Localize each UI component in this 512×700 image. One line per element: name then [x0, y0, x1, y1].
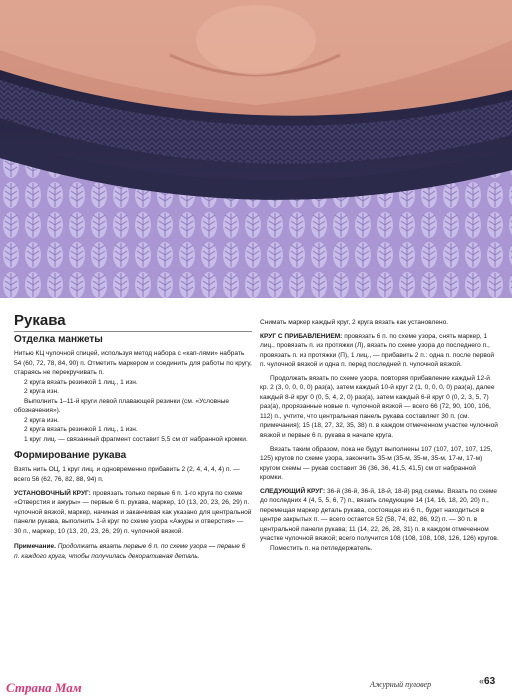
sleeve-paragraph: Взять нить ОЦ, 1 круг лиц. и одновременно прибавить 2 (2, 4, 4, 4, 4) п. — всего 56 (62, 76, 82, 88, 94) п. — [14, 466, 240, 484]
setup-round-lead: УСТАНОВОЧНЫЙ КРУГ: — [14, 489, 91, 497]
next-round-text: 36-й (36-й, 36-й, 18-й, 18-й) ряд схемы. Вязать по схеме до последних 4 (4, 5, 5, 6, 7) п., вязать следующие 14 (14, 16, 18, 20, 20) п., перемещая маркер деталь рукава, состоящая из 6 п., будет находиться в центре закрытых п. — всего остается 52 (58, 74, 82, 86, 92) п. — 30 п. в центральной панели рукава; 11 (14, 22, 26, 28, 31) п. в каждом отмеченном участке чулочной вязкой; всего получится 108 (108, 108, 108, 126, 126) кругов. — [260, 487, 499, 543]
sleeve-shaping-heading: Формирование рукава — [14, 450, 127, 462]
setup-round-paragraph — [14, 489, 252, 537]
right-column — [260, 318, 500, 554]
cuff-paragraph-1: Нитью КЦ чулочной спицей, используя метод набора с «кап-лями» набрать 54 (60, 72, 78, 84, 90) п. Отметить маркером и соединить для работы по кругу, стараясь не перекручивать п. — [14, 350, 252, 377]
section-title-sleeves: Рукава — [14, 312, 252, 332]
sweater-photo-image — [0, 0, 512, 298]
left-column — [14, 312, 252, 561]
knit-until-paragraph: Вязать таким образом, пока не будут выполнены 107 (107, 107, 107, 125, 125) кругов по схеме узора, закончить 35-м (35-м, 35-м, 35-м, 17-м, 17-м) кругом схемы — рукав составит 36 (36, 36, 41,5, 41,5) см от набранной кромки. — [260, 445, 493, 482]
page-arrows-icon: « — [479, 676, 485, 686]
continue-paragraph: Продолжать вязать по схеме узора, повторяя прибавление каждый 12-й кр. 2 (3, 0, 0, 0, 0) раз(а), затем каждый 10-й круг 2 (1, 0, 0, 0, 0) раз(а), далее каждый 8-й круг 0 (0, 5, 4, 2, 0) раз(а), затем каждый 6-й круг 0 (0, 2, 3, 5, 7) раз(а), прорязанные новые п. чулочной вязкой — всего 66 (72, 90, 100, 106, 112) п., учтите, что центральная панель рукава составляет 30 п. (см. примечания); 15 (18, 27, 32, 35, 38) п. в каждом отмеченном участке чулочной вязкой и первые 6 п. рукава в начале круга. — [260, 374, 498, 440]
note-paragraph — [14, 542, 252, 561]
page-number — [479, 676, 509, 692]
cuff-heading: Отделка манжеты — [14, 334, 103, 345]
next-round-paragraph — [260, 487, 500, 544]
cuff-paragraph-2: 2 круга вязать резинкой 1 лиц., 1 изн. — [24, 378, 138, 386]
note-lead: Примечание. — [14, 543, 56, 551]
increase-round-paragraph — [260, 332, 500, 370]
cuff-paragraph-6: 2 круга вязать резинкой 1 лиц., 1 изн. — [24, 426, 138, 434]
note-text: Продолжать вязать первые 6 п. по схеме узора — первые 6 п. каждого круга, чтобы получилась декоративная деталь. — [14, 543, 246, 560]
sweater-photo — [0, 0, 512, 298]
setup-round-text: провязать только первые 6 п. 1-го круга по схеме «Отверстия и ажуры» — первые 6 п. рукава, маркер, 10 (13, 20, 23, 26, 29) п. чулочной вязкой, маркер, начиная и заканчивая как указано для центральной панели рукава, выполнить 1-й круг по схеме узора «Ажуры и отверстия» — 30 п., маркер, 10 (13, 20, 23, 26, 29) п. чулочной вязкой. — [14, 489, 252, 535]
increase-round-text: провязать 6 п. по схеме узора, снять маркер, 1 лиц., провязать п. из протяжки (Л), вязать по схеме узора до последнего п., провязать п. из протяжки (П), 1 лиц., — прибавить 2 п.: одна п. после первой п. чулочной вязкой и одна п. перед последней п. чулочной вязкой. — [260, 332, 495, 369]
cuff-paragraph-3: 2 круга изн. — [24, 388, 59, 396]
increase-round-lead: КРУГ С ПРИБАВЛЕНИЕМ: — [260, 332, 343, 340]
cuff-paragraph-7: 1 круг лиц. — связанный фрагмент составит 5,5 см от набранной кромки. — [24, 435, 248, 443]
next-round-lead: СЛЕДУЮЩИЙ КРУГ: — [260, 487, 326, 495]
cuff-paragraph-5: 2 круга изн. — [24, 416, 59, 424]
marker-paragraph: Снимать маркер каждый круг, 2 круга вязать как установлено. — [260, 319, 449, 326]
site-watermark: Страна Мам — [6, 680, 82, 695]
page-number-value: 63 — [484, 676, 496, 687]
running-footer-title: Ажурный пуловер — [370, 680, 432, 689]
cuff-paragraph-4: Выполнить 1–11-й круги левой плавающей резинки (см. «Условные обозначения»). — [14, 397, 230, 415]
holder-paragraph: Поместить п. на петледержатель. — [270, 545, 373, 553]
